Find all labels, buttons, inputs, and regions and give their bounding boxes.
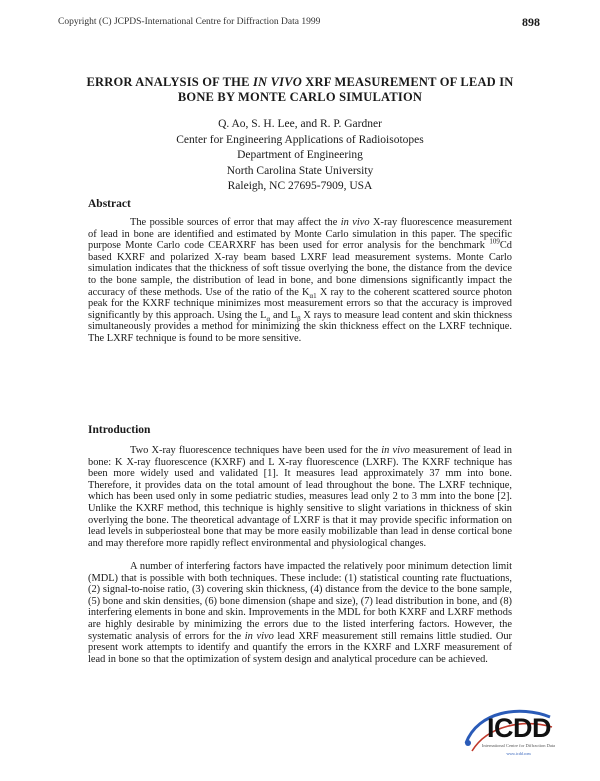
- subscript: α1: [309, 291, 317, 300]
- text-run: Two X-ray fluorescence techniques have been used for the: [130, 445, 382, 456]
- subscript: α: [266, 314, 271, 323]
- title-text: ERROR ANALYSIS OF THE: [86, 75, 253, 89]
- author-names: Q. Ao, S. H. Lee, and R. P. Gardner: [218, 118, 382, 130]
- text-emphasis: in vivo: [244, 630, 274, 642]
- text-run: X rays to measure lead content and skin thickness simultaneously provides a method for minimizing the skin thickness effect on the LXRF technique. The LXRF technique is found to be more sensitive.: [88, 309, 512, 344]
- intro-paragraph-2: [88, 561, 512, 665]
- icdd-logo-subtitle: International Centre for Diffraction Data: [481, 743, 556, 748]
- intro-paragraph-1: [88, 445, 512, 549]
- text-run: measurement of lead in bone: K X-ray fluorescence (KXRF) and L X-ray fluorescence (LXRF). The KXRF technique has been more widely used and validated [1]. It measures lead approximately 37 mm into bone. Therefore, it provides data on the total amount of lead throughout the bone. The LXRF technique, which has been used only in some pediatric studies, measures lead only 2 to 3 mm into the bone [2]. Unlike the KXRF method, this technique is highly sensitive to slight variations in thickness of skin overlying the bone. The theoretical advantage of LXRF is that it may provide specific information on lead levels in subperiosteal bone that may be more easily mobilizable than lead in dense cortical bone and may therefore more rapidly reflect environmental and physiological changes.: [88, 445, 512, 549]
- text-run: X ray to the coherent scattered source photon peak for the KXRF technique minimizes most measurement errors so that the accuracy is improved significantly by this approach. Using the L: [88, 286, 513, 321]
- subscript: β: [297, 314, 301, 323]
- title-emphasis: IN VIVO: [252, 75, 302, 89]
- text-run: lead XRF measurement still remains little studied. Our present work attempts to identify and quantify the errors in the KXRF and LXRF measurement of lead in bone so that the optimization of system design and analytical procedure can be achieved.: [88, 630, 512, 665]
- page-number: 898: [522, 15, 540, 29]
- icdd-logo-text: ICDD: [487, 713, 551, 743]
- introduction-heading: Introduction: [88, 424, 151, 436]
- copyright-notice: Copyright (C) JCPDS-International Centre for Diffraction Data 1999: [58, 17, 321, 27]
- text-emphasis: in vivo: [381, 445, 410, 456]
- text-run: A number of interfering factors have impacted the relatively poor minimum detection limit (MDL) that is possible with both techniques. These include: (1) statistical counting rate fluctuations, (2) signal-to-noise ratio, (3) covering skin thickness, (4) distance from the device to the bone sample, (5) bone and skin densities, (6) bone dimension (shape and size), (7) lead distribution in bone, and (8) interfering elements in bone and skin. Improvements in the MDL for both KXRF and LXRF methods are highly desirable by minimizing the errors due to the listed interfering factors. However, the systematic analysis of errors for the: [88, 561, 512, 642]
- title-text: XRF MEASUREMENT OF LEAD IN: [301, 75, 514, 89]
- paper-title: [60, 75, 540, 105]
- author-center: Center for Engineering Applications of Radioisotopes: [176, 133, 424, 146]
- title-line-1: [60, 75, 540, 90]
- text-run: Cd based KXRF and polarized X-ray beam based LXRF lead measurement systems. Monte Carlo simulation indicates that the thickness of soft tissue overlying the bone, the distance from the device to the bone sample, the distribution of lead in bone, and bone dimensions significantly impact the accuracy of these methods. Use of the ratio of the K: [88, 240, 512, 298]
- text-emphasis: in vivo: [340, 217, 370, 228]
- title-line-2: BONE BY MONTE CARLO SIMULATION: [177, 90, 423, 104]
- author-university: North Carolina State University: [226, 164, 374, 177]
- text-run: and L: [270, 309, 298, 321]
- author-address: Raleigh, NC 27695-7909, USA: [227, 180, 373, 192]
- abstract-heading: Abstract: [88, 198, 131, 210]
- author-department: Department of Engineering: [237, 149, 363, 161]
- abstract-paragraph: [88, 217, 512, 345]
- text-run: The possible sources of error that may affect the: [130, 217, 341, 228]
- superscript: 109: [489, 237, 500, 246]
- icdd-logo-url: www.icdd.com: [506, 751, 531, 756]
- author-block: [60, 117, 540, 195]
- text-run: X-ray fluorescence measurement of lead in bone are identified and estimated by Monte Carlo simulation in this paper. The specific purpose Monte Carlo code CEARXRF has been used for error analysis for the benchmark: [88, 217, 512, 252]
